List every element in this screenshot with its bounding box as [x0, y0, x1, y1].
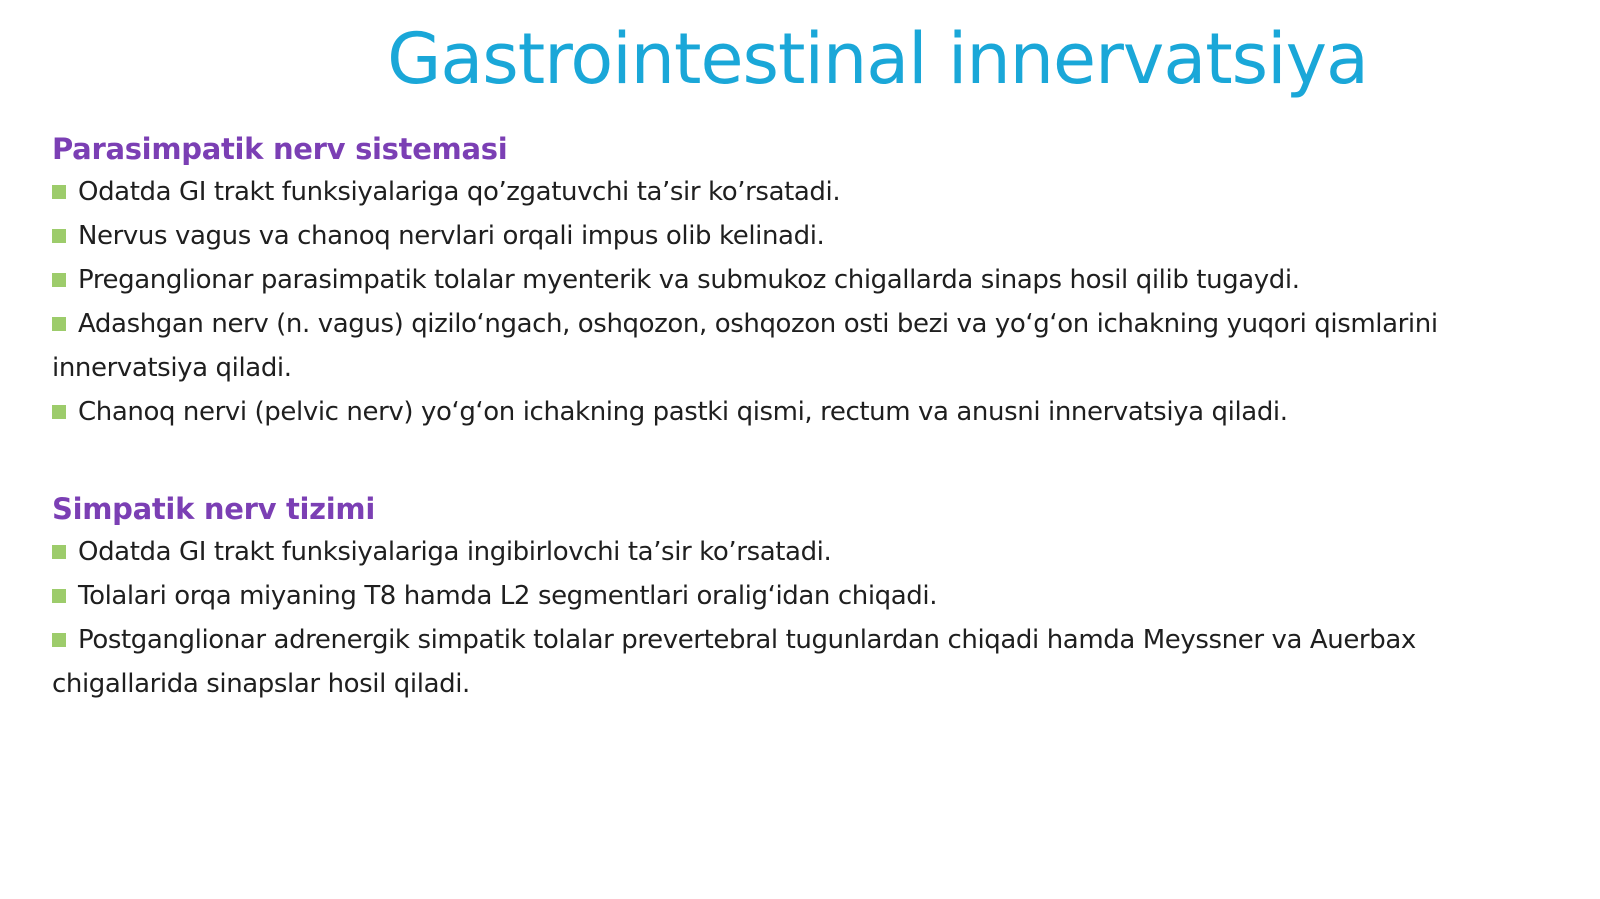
bullet-item — [52, 574, 1552, 618]
bullet-item — [52, 214, 1552, 258]
section-sympathetic — [52, 490, 1552, 706]
bullet-list — [52, 170, 1552, 434]
bullet-text: Odatda GI trakt funksiyalariga qo’zgatuvchi ta’sir ko’rsatadi. — [78, 177, 841, 207]
section-heading: Simpatik nerv tizimi — [52, 492, 375, 526]
bullet-text: Nervus vagus va chanoq nervlari orqali impus olib kelinadi. — [78, 221, 825, 251]
section-heading: Parasimpatik nerv sistemasi — [52, 132, 508, 166]
square-bullet-icon — [52, 589, 66, 603]
section-parasympathetic — [52, 130, 1552, 434]
slide-title: Gastrointestinal innervatsiya — [387, 18, 1368, 100]
bullet-text: Tolalari orqa miyaning T8 hamda L2 segmentlari oralig‘idan chiqadi. — [78, 581, 938, 611]
bullet-item — [52, 390, 1552, 434]
square-bullet-icon — [52, 405, 66, 419]
square-bullet-icon — [52, 317, 66, 331]
bullet-item — [52, 170, 1552, 214]
bullet-list — [52, 530, 1552, 706]
bullet-item — [52, 530, 1552, 574]
square-bullet-icon — [52, 545, 66, 559]
square-bullet-icon — [52, 633, 66, 647]
bullet-item — [52, 618, 1552, 706]
square-bullet-icon — [52, 273, 66, 287]
bullet-text: Postganglionar adrenergik simpatik tolalar prevertebral tugunlardan chiqadi hamda Meyssner va Auerbax chigallarida sinapslar hosil qiladi. — [52, 625, 1416, 699]
bullet-text: Odatda GI trakt funksiyalariga ingibirlovchi ta’sir ko’rsatadi. — [78, 537, 832, 567]
bullet-text: Chanoq nervi (pelvic nerv) yo‘g‘on ichakning pastki qismi, rectum va anusni innervatsiya qiladi. — [78, 397, 1288, 427]
square-bullet-icon — [52, 185, 66, 199]
bullet-text: Preganglionar parasimpatik tolalar myenterik va submukoz chigallarda sinaps hosil qilib tugaydi. — [78, 265, 1300, 295]
bullet-item — [52, 258, 1552, 302]
bullet-item — [52, 302, 1552, 390]
square-bullet-icon — [52, 229, 66, 243]
bullet-text: Adashgan nerv (n. vagus) qizilo‘ngach, oshqozon, oshqozon osti bezi va yo‘g‘on ichakning yuqori qismlarini innervatsiya qiladi. — [52, 309, 1438, 383]
